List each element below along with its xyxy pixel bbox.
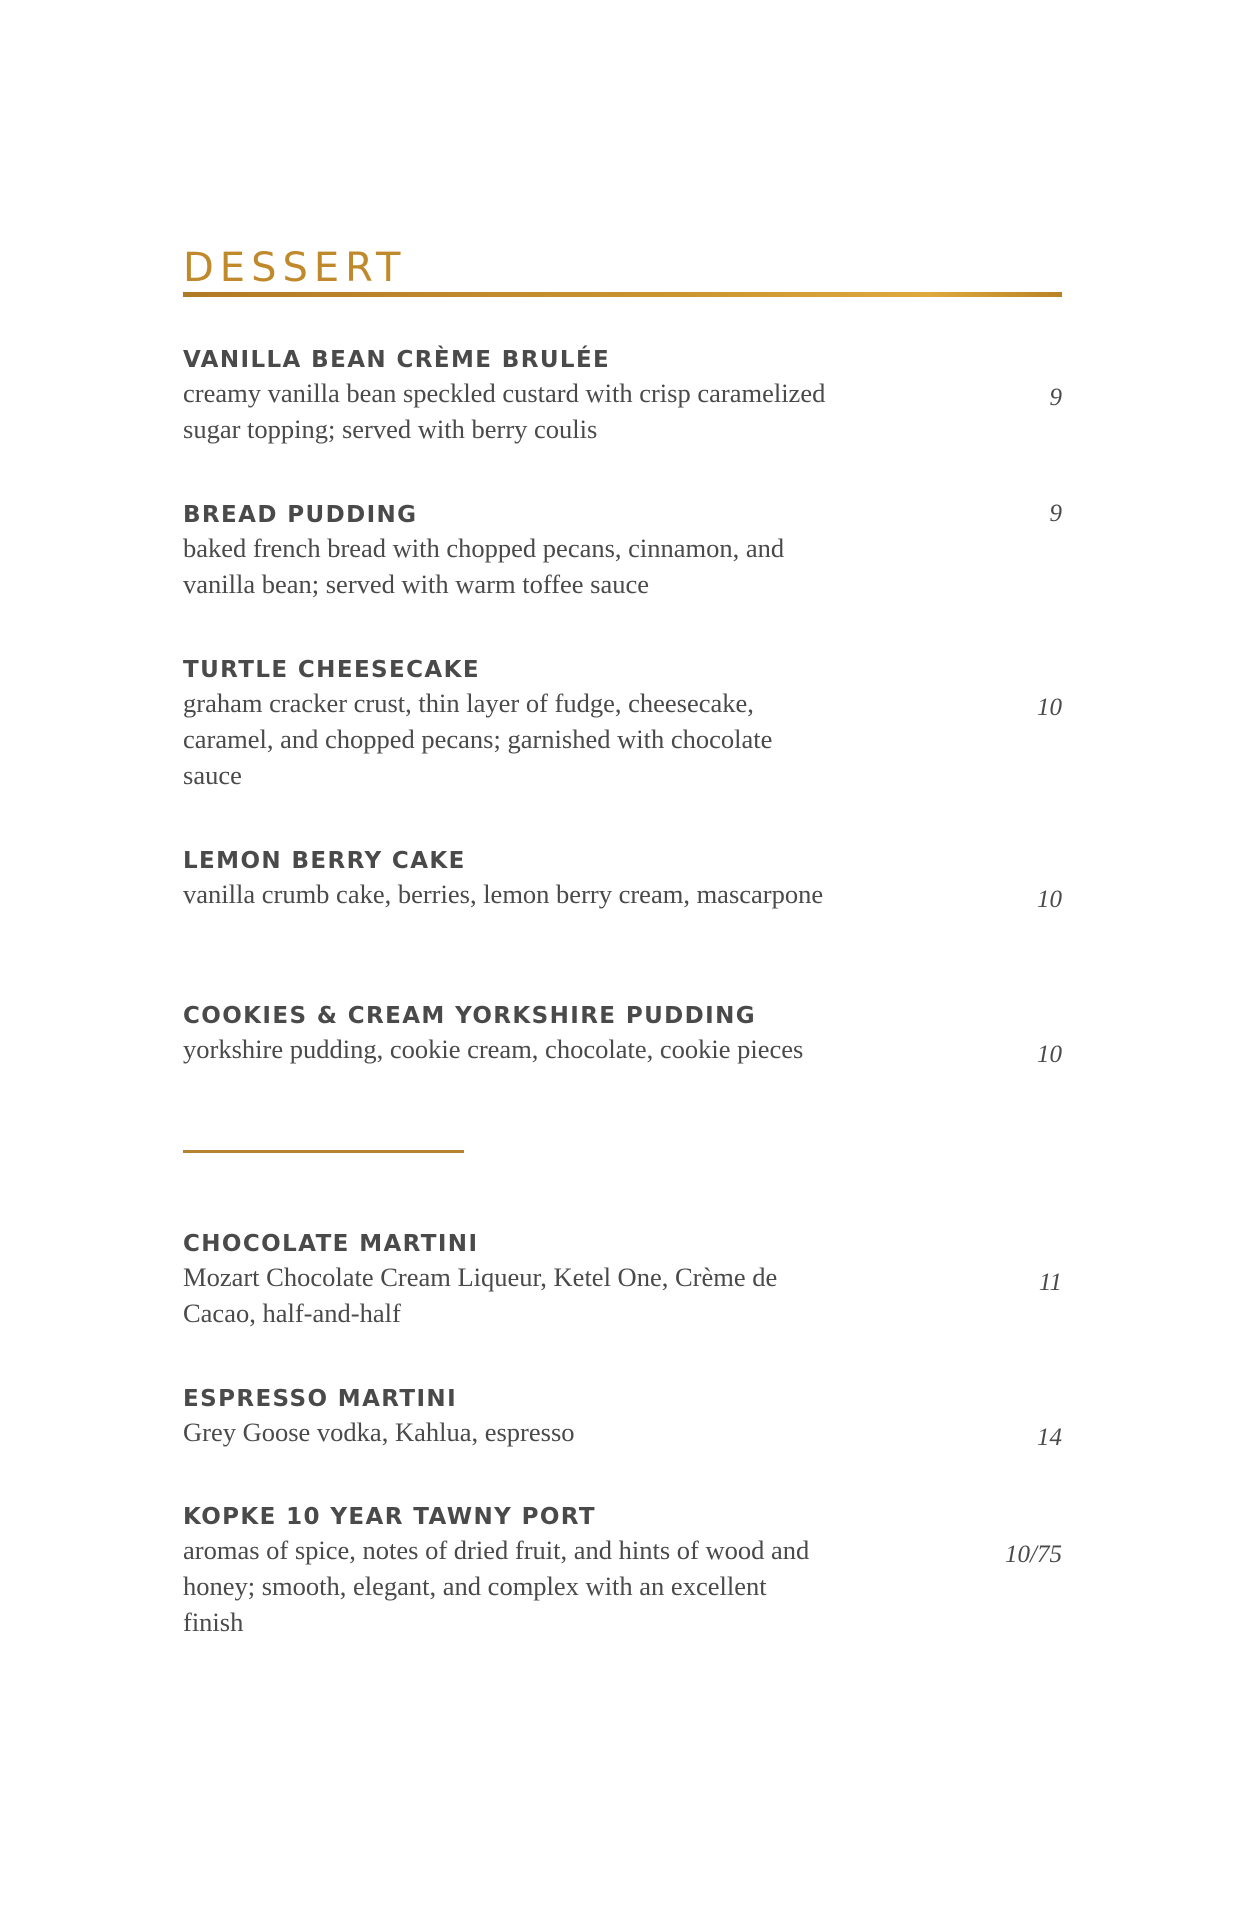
section-title: DESSERT (183, 245, 407, 291)
item-price: 9 (1049, 500, 1062, 527)
item-description: Grey Goose vodka, Kahlua, espresso (183, 1417, 575, 1447)
item-description: aromas of spice, notes of dried fruit, and hints of wood and honey; smooth, elegant, and complex with an excellent finish (183, 1535, 810, 1637)
item-description: creamy vanilla bean speckled custard with crisp caramelized sugar topping; served with berry coulis (183, 378, 826, 444)
item-price: 14 (1037, 1424, 1062, 1451)
item-name: LEMON BERRY CAKE (183, 848, 466, 874)
item-name: ESPRESSO MARTINI (183, 1386, 458, 1412)
menu-item-espresso-martini (183, 1384, 1062, 1450)
menu-item-bread-pudding (183, 500, 1062, 602)
item-description: yorkshire pudding, cookie cream, chocolate, cookie pieces (183, 1034, 804, 1064)
item-price: 9 (1049, 384, 1062, 411)
item-description: vanilla crumb cake, berries, lemon berry cream, mascarpone (183, 879, 824, 909)
item-description: baked french bread with chopped pecans, cinnamon, and vanilla bean; served with warm toffee sauce (183, 533, 785, 599)
menu-item-chocolate-martini (183, 1229, 1062, 1331)
item-price: 10/75 (1005, 1541, 1062, 1568)
item-name: COOKIES & CREAM YORKSHIRE PUDDING (183, 1003, 757, 1029)
item-description: Mozart Chocolate Cream Liqueur, Ketel One, Crème de Cacao, half-and-half (183, 1262, 778, 1328)
section-divider (183, 1150, 464, 1153)
menu-item-tawny-port (183, 1502, 1062, 1640)
menu-item-lemon-berry-cake (183, 846, 1062, 912)
item-name: KOPKE 10 YEAR TAWNY PORT (183, 1504, 596, 1530)
item-price: 10 (1037, 886, 1062, 913)
menu-item-turtle-cheesecake (183, 655, 1062, 793)
item-name: BREAD PUDDING (183, 502, 418, 528)
menu-item-yorkshire-pudding (183, 1001, 1062, 1067)
item-price: 10 (1037, 694, 1062, 721)
item-price: 10 (1037, 1041, 1062, 1068)
item-name: VANILLA BEAN CRÈME BRULÉE (183, 347, 611, 373)
title-divider (183, 292, 1062, 297)
item-price: 11 (1038, 1269, 1062, 1296)
item-name: CHOCOLATE MARTINI (183, 1231, 479, 1257)
menu-item-creme-brulee (183, 345, 1062, 447)
item-name: TURTLE CHEESECAKE (183, 657, 480, 683)
item-description: graham cracker crust, thin layer of fudge, cheesecake, caramel, and chopped pecans; garnished with chocolate sauce (183, 688, 773, 790)
